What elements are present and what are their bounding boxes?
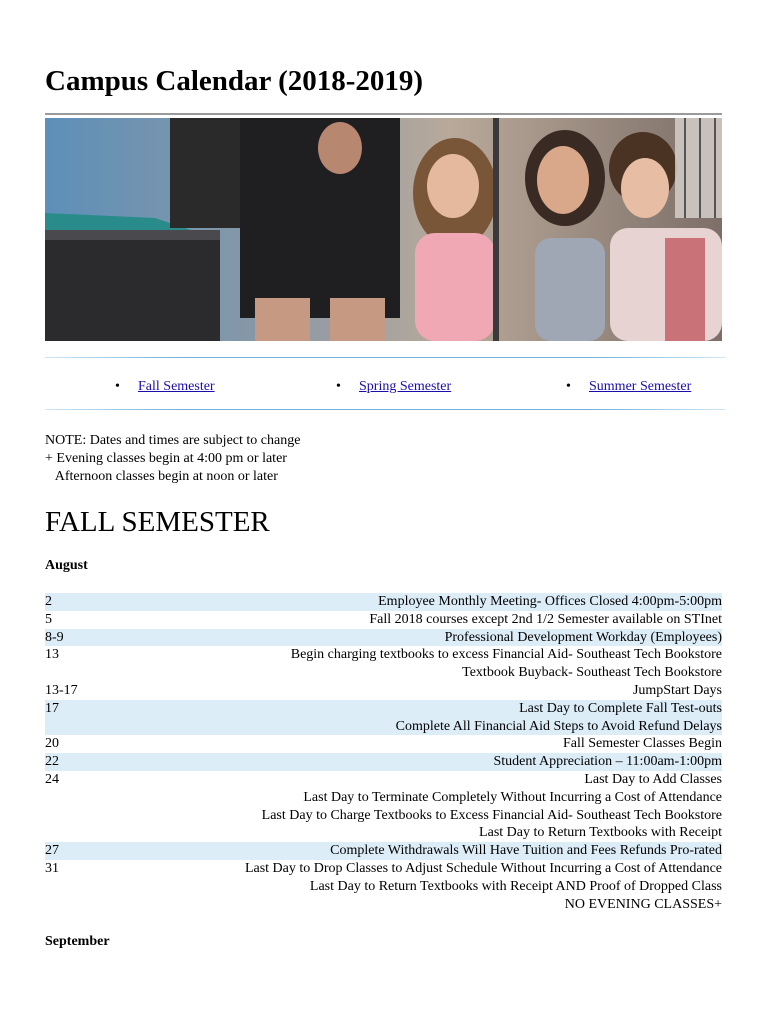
calendar-event: Complete Withdrawals Will Have Tuition and Fees Refunds Pro-rated [330,843,722,859]
calendar-event: Last Day to Drop Classes to Adjust Schedule Without Incurring a Cost of Attendance [244,860,722,876]
calendar-date: 5 [45,611,52,627]
calendar-date: 20 [45,736,59,752]
calendar-event: NO EVENING CLASSES+ [564,896,722,912]
calendar-date: 13-17 [45,682,78,698]
calendar-event: Professional Development Workday (Employees) [444,629,722,645]
calendar-line [45,860,722,878]
calendar-date: 27 [45,843,59,859]
nav-item-spring [336,378,452,396]
calendar-row [45,646,722,682]
calendar-event: Last Day to Return Textbooks with Receipt AND Proof of Dropped Class [309,878,722,894]
spring-semester-link[interactable]: Spring Semester [359,379,452,394]
note-line: Afternoon classes begin at noon or later [45,469,278,484]
month-label: September [45,934,110,949]
calendar-row [45,629,722,647]
calendar-date: 22 [45,754,59,770]
calendar-line [45,824,722,842]
calendar-line [45,771,722,789]
calendar-row [45,753,722,771]
calendar-date: 13 [45,647,59,663]
calendar-row [45,735,722,753]
calendar-date: 31 [45,860,59,876]
calendar-date: 17 [45,700,59,716]
calendar-event: Last Day to Complete Fall Test-outs [519,700,722,716]
calendar-line [45,735,722,753]
calendar-row [45,700,722,736]
calendar-row [45,860,722,913]
note-line: + Evening classes begin at 4:00 pm or later [45,451,287,466]
calendar-line [45,593,722,611]
fall-semester-link[interactable]: Fall Semester [138,379,215,394]
calendar-line [45,896,722,914]
calendar-row [45,682,722,700]
calendar-event: Student Appreciation – 11:00am-1:00pm [493,754,722,770]
nav-divider-top [45,357,725,358]
calendar-event: Last Day to Add Classes [584,771,722,787]
calendar-line [45,878,722,896]
calendar-event: Fall Semester Classes Begin [562,736,722,752]
calendar-line [45,646,722,664]
page-title: Campus Calendar (2018-2019) [45,65,424,97]
nav-divider-bottom [45,409,725,410]
nav-item-fall [115,378,215,396]
calendar-event: Fall 2018 courses except 2nd 1/2 Semester available on STInet [369,611,722,627]
calendar-date: 8-9 [45,629,64,645]
calendar-event: Last Day to Return Textbooks with Receipt [479,825,722,841]
calendar-event: Last Day to Charge Textbooks to Excess Financial Aid- Southeast Tech Bookstore [261,807,722,823]
calendar-row [45,593,722,611]
calendar-row [45,611,722,629]
calendar-line [45,753,722,771]
calendar-line [45,611,722,629]
calendar-line [45,682,722,700]
calendar-date: 24 [45,771,59,787]
calendar-event: Complete All Financial Aid Steps to Avoid Refund Delays [395,718,722,734]
bullet-icon: • [566,379,571,394]
calendar-row [45,771,722,842]
bullet-icon: • [115,379,120,394]
nav-item-summer [566,378,692,396]
calendar-event: Textbook Buyback- Southeast Tech Bookstore [462,665,722,681]
notes-block [45,432,300,486]
calendar-event: Begin charging textbooks to excess Financial Aid- Southeast Tech Bookstore [290,647,722,663]
calendar-event: Employee Monthly Meeting- Offices Closed 4:00pm-5:00pm [378,594,722,609]
calendar-date: 2 [45,594,52,609]
calendar-row [45,842,722,860]
calendar-line [45,718,722,736]
bullet-icon: • [336,379,341,394]
month-label: August [45,558,88,573]
hero-photo [45,118,722,341]
calendar-event: JumpStart Days [632,682,722,698]
calendar-line [45,700,722,718]
title-divider [45,113,722,115]
calendar-line [45,842,722,860]
calendar-line [45,807,722,825]
section-title: FALL SEMESTER [45,506,270,538]
summer-semester-link[interactable]: Summer Semester [589,379,692,394]
calendar-line [45,664,722,682]
calendar-line [45,789,722,807]
calendar-event: Last Day to Terminate Completely Without Incurring a Cost of Attendance [303,789,722,805]
calendar-line [45,629,722,647]
calendar-table [45,593,722,913]
note-line: NOTE: Dates and times are subject to change [45,433,301,448]
